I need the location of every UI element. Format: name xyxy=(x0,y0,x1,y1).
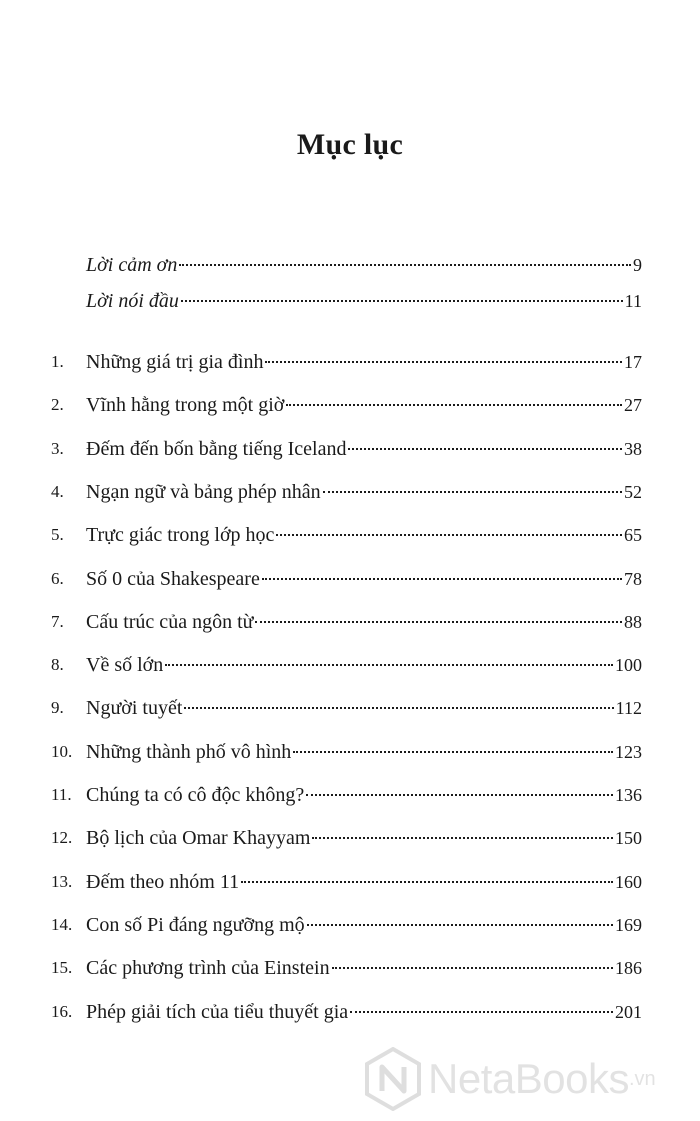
toc-entry-number: 9. xyxy=(51,698,64,717)
toc-entry-page-number: 112 xyxy=(615,698,642,718)
toc-entry-body xyxy=(86,350,642,374)
toc-entry-page-number: 27 xyxy=(624,395,642,415)
dot-leader xyxy=(179,264,631,266)
toc-entry-title: Con số Pi đáng ngưỡng mộ xyxy=(86,914,305,936)
toc-entry-page-number: 78 xyxy=(624,569,642,589)
toc-entry-number: 8. xyxy=(51,655,64,674)
toc-entry-page-number: 186 xyxy=(615,958,642,978)
toc-entry-body xyxy=(86,653,642,677)
toc-entry-body xyxy=(86,913,642,937)
toc-entry-title: Người tuyết xyxy=(86,697,183,719)
toc-entry-title: Phép giải tích của tiểu thuyết gia xyxy=(86,1001,349,1023)
toc-entry-page-number: 9 xyxy=(633,255,642,275)
toc-entry[interactable] xyxy=(0,690,700,720)
toc-entry-body xyxy=(86,253,642,277)
toc-entry-body xyxy=(86,783,642,807)
dot-leader xyxy=(307,924,613,926)
toc-entry-body xyxy=(86,740,642,764)
toc-entry-page-number: 11 xyxy=(624,291,642,311)
toc-entry-body xyxy=(86,567,642,591)
watermark xyxy=(364,1044,694,1114)
toc-entry[interactable] xyxy=(0,647,700,677)
toc-entry[interactable] xyxy=(0,387,700,417)
dot-leader xyxy=(348,448,622,450)
toc-entry-number: 15. xyxy=(51,958,73,977)
toc-entry[interactable] xyxy=(0,431,700,461)
dot-leader xyxy=(332,967,613,969)
toc-entry[interactable] xyxy=(0,604,700,634)
toc-entry-number: 1. xyxy=(51,352,64,371)
dot-leader xyxy=(323,491,622,493)
toc-entry-title: Về số lớn xyxy=(86,654,164,676)
toc-entry-number: 5. xyxy=(51,525,64,544)
toc-entry-body xyxy=(86,956,642,980)
toc-entry-body xyxy=(86,870,642,894)
dot-leader xyxy=(255,621,622,623)
toc-entry-page-number: 65 xyxy=(624,525,642,545)
toc-entry-title: Đếm đến bốn bằng tiếng Iceland xyxy=(86,438,347,460)
toc-entry-body xyxy=(86,610,642,634)
toc-entry-page-number: 17 xyxy=(624,352,642,372)
toc-entry-number: 2. xyxy=(51,395,64,414)
toc-entry-title: Những thành phố vô hình xyxy=(86,741,292,763)
dot-leader xyxy=(262,578,622,580)
dot-leader xyxy=(306,794,613,796)
toc-entry-body xyxy=(86,523,642,547)
toc-entry-number: 13. xyxy=(51,872,73,891)
toc-entry-page-number: 88 xyxy=(624,612,642,632)
netabooks-logo-icon xyxy=(364,1047,422,1111)
dot-leader xyxy=(286,404,622,406)
toc-entry-body xyxy=(86,289,642,313)
dot-leader xyxy=(181,300,623,302)
toc-entry-body xyxy=(86,393,642,417)
toc-entry-body xyxy=(86,1000,642,1024)
toc-entry-number: 4. xyxy=(51,482,64,501)
watermark-brand: NetaBooks xyxy=(428,1055,629,1102)
toc-entry-number: 12. xyxy=(51,828,73,847)
watermark-suffix: .vn xyxy=(628,1067,656,1090)
toc-entry-number: 6. xyxy=(51,569,64,588)
toc-entry-number: 14. xyxy=(51,915,73,934)
toc-entry-body xyxy=(86,437,642,461)
toc-entry[interactable] xyxy=(0,950,700,980)
toc-entry[interactable] xyxy=(0,820,700,850)
toc-entry[interactable] xyxy=(0,864,700,894)
toc-entry-page-number: 160 xyxy=(615,872,642,892)
dot-leader xyxy=(165,664,613,666)
toc-entry-title: Số 0 của Shakespeare xyxy=(86,568,260,590)
toc-entry-number: 11. xyxy=(51,785,72,804)
toc-entry[interactable] xyxy=(0,907,700,937)
dot-leader xyxy=(350,1011,613,1013)
dot-leader xyxy=(184,707,613,709)
toc-entry-body xyxy=(86,826,642,850)
toc-entry-body xyxy=(86,696,642,720)
toc-entry[interactable] xyxy=(0,994,700,1024)
toc-entry-title: Cấu trúc của ngôn từ xyxy=(86,611,254,633)
toc-entry-page-number: 100 xyxy=(615,655,642,675)
toc-entry-title: Bộ lịch của Omar Khayyam xyxy=(86,827,311,849)
toc-entry[interactable] xyxy=(0,247,700,277)
toc-entry[interactable] xyxy=(0,474,700,504)
toc-entry-title: Lời nói đầu xyxy=(86,290,179,312)
toc-entry-number: 16. xyxy=(51,1002,73,1021)
toc-entry-title: Chúng ta có cô độc không? xyxy=(86,784,305,806)
toc-entry[interactable] xyxy=(0,561,700,591)
toc-entry-title: Đếm theo nhóm 11 xyxy=(86,871,240,893)
toc-entry-page-number: 201 xyxy=(615,1002,642,1022)
toc-entry-page-number: 123 xyxy=(615,742,642,762)
toc-entry-page-number: 52 xyxy=(624,482,642,502)
toc-entry-title: Lời cảm ơn xyxy=(86,254,178,276)
toc-entry[interactable] xyxy=(0,734,700,764)
toc-entry-title: Những giá trị gia đình xyxy=(86,351,264,373)
toc-entry[interactable] xyxy=(0,344,700,374)
dot-leader xyxy=(293,751,613,753)
toc-entry-title: Ngạn ngữ và bảng phép nhân xyxy=(86,481,321,503)
toc-entry-page-number: 150 xyxy=(615,828,642,848)
toc-entry[interactable] xyxy=(0,777,700,807)
toc-entry-title: Vĩnh hằng trong một giờ xyxy=(86,394,285,416)
toc-entry[interactable] xyxy=(0,283,700,313)
toc-entry-number: 3. xyxy=(51,439,64,458)
toc-entry-page-number: 136 xyxy=(615,785,642,805)
dot-leader xyxy=(241,881,613,883)
toc-entry-title: Trực giác trong lớp học xyxy=(86,524,275,546)
dot-leader xyxy=(265,361,622,363)
toc-entry-title: Các phương trình của Einstein xyxy=(86,957,330,979)
dot-leader xyxy=(276,534,622,536)
toc-entry-page-number: 169 xyxy=(615,915,642,935)
toc-entry[interactable] xyxy=(0,517,700,547)
toc-entry-page-number: 38 xyxy=(624,439,642,459)
page-title: Mục lục xyxy=(296,128,404,161)
toc-entry-number: 10. xyxy=(51,742,73,761)
dot-leader xyxy=(312,837,613,839)
toc-entry-body xyxy=(86,480,642,504)
toc-entry-number: 7. xyxy=(51,612,64,631)
